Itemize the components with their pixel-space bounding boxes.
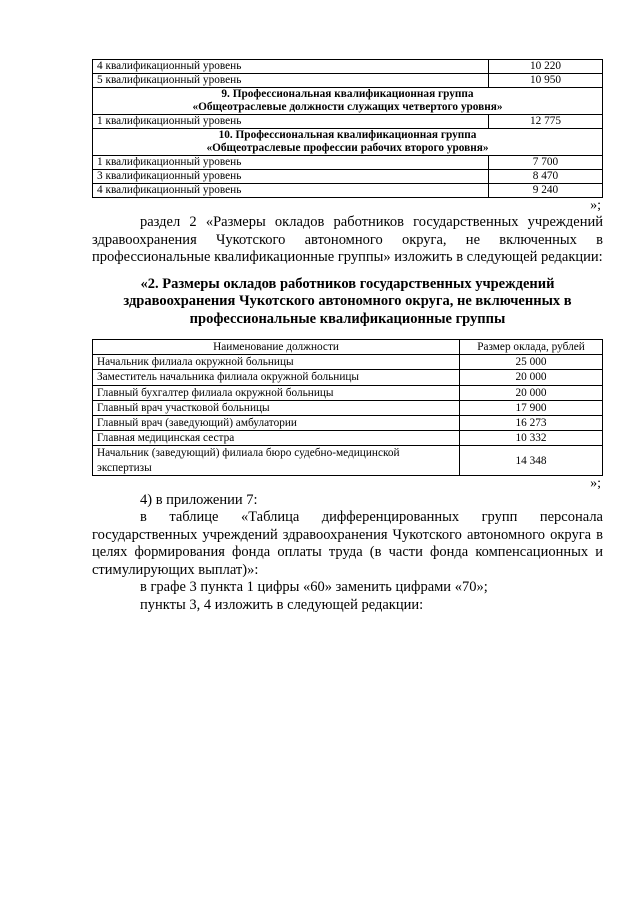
table-header-row (93, 340, 603, 355)
paragraph-punkty: пункты 3, 4 изложить в следующей редакции: (140, 596, 424, 613)
qualification-level: 1 квалификационный уровень (93, 156, 489, 170)
salary-value: 9 240 (489, 184, 603, 198)
group-title-line: 10. Профессиональная квалификационная группа (218, 129, 477, 141)
table-row (93, 184, 603, 198)
group-title (93, 88, 603, 115)
salary-value: 12 775 (489, 115, 603, 129)
table-row (93, 400, 603, 415)
paragraph-grafa: в графе 3 пункта 1 цифры «60» заменить цифрами «70»; (140, 579, 488, 596)
position-name: Заместитель начальника филиала окружной больницы (93, 370, 460, 385)
closing-quote-2: »; (590, 475, 601, 491)
table-row (93, 60, 603, 74)
group-header-row (93, 129, 603, 156)
salary-value: 20 000 (460, 370, 603, 385)
closing-quote-1: »; (590, 198, 601, 213)
position-name: Главная медицинская сестра (93, 431, 460, 446)
position-name: Начальник (заведующий) филиала бюро судебно-медицинской экспертизы (93, 446, 460, 475)
qualification-level: 5 квалификационный уровень (93, 74, 489, 88)
salary-value: 14 348 (460, 446, 603, 475)
salary-value: 10 220 (489, 60, 603, 74)
table-row (93, 385, 603, 400)
qualification-level: 4 квалификационный уровень (93, 184, 489, 198)
group-title-line: «Общеотраслевые должности служащих четвертого уровня» (192, 101, 503, 113)
header-salary: Размер оклада, рублей (460, 340, 603, 355)
table-row (93, 355, 603, 370)
table-row (93, 416, 603, 431)
qualification-level: 4 квалификационный уровень (93, 60, 489, 74)
section-title: «2. Размеры окладов работников государственных учреждений здравоохранения Чукотского автономного округа, не включенных в профессиональные квалификационные группы (123, 275, 572, 327)
salary-table (92, 339, 603, 476)
group-title-line: 9. Профессиональная квалификационная группа (221, 88, 474, 100)
paragraph-section-2-intro: раздел 2 «Размеры окладов работников государственных учреждений здравоохранения Чукотского автономного округа, не включенных в профессиональные квалификационные группы» изложить в следующей редакции: (92, 214, 603, 265)
salary-value: 10 950 (489, 74, 603, 88)
salary-value: 8 470 (489, 170, 603, 184)
salary-value: 16 273 (460, 416, 603, 431)
paragraph-item-4: 4) в приложении 7: (140, 491, 258, 508)
qualification-level: 1 квалификационный уровень (93, 115, 489, 129)
qualification-table (92, 59, 603, 198)
table-row (93, 156, 603, 170)
table-row (93, 446, 603, 475)
table-row (93, 170, 603, 184)
salary-value: 17 900 (460, 400, 603, 415)
position-name: Главный бухгалтер филиала окружной больницы (93, 385, 460, 400)
position-name: Начальник филиала окружной больницы (93, 355, 460, 370)
position-name: Главный врач участковой больницы (93, 400, 460, 415)
table-row (93, 431, 603, 446)
document-page (92, 59, 603, 614)
salary-value: 25 000 (460, 355, 603, 370)
group-title-line: «Общеотраслевые профессии рабочих второго уровня» (206, 142, 489, 154)
salary-value: 10 332 (460, 431, 603, 446)
table-row (93, 370, 603, 385)
salary-value: 20 000 (460, 385, 603, 400)
position-name: Главный врач (заведующий) амбулатории (93, 416, 460, 431)
table-row (93, 115, 603, 129)
table-row (93, 74, 603, 88)
group-header-row (93, 88, 603, 115)
qualification-level: 3 квалификационный уровень (93, 170, 489, 184)
paragraph-table-note: в таблице «Таблица дифференцированных групп персонала государственных учреждений здравоохранения Чукотского автономного округа в целях формирования фонда оплаты труда (в части фонда компенсационных и стимулирующих выплат)»: (92, 509, 603, 578)
salary-value: 7 700 (489, 156, 603, 170)
header-position-name: Наименование должности (93, 340, 460, 355)
group-title (93, 129, 603, 156)
